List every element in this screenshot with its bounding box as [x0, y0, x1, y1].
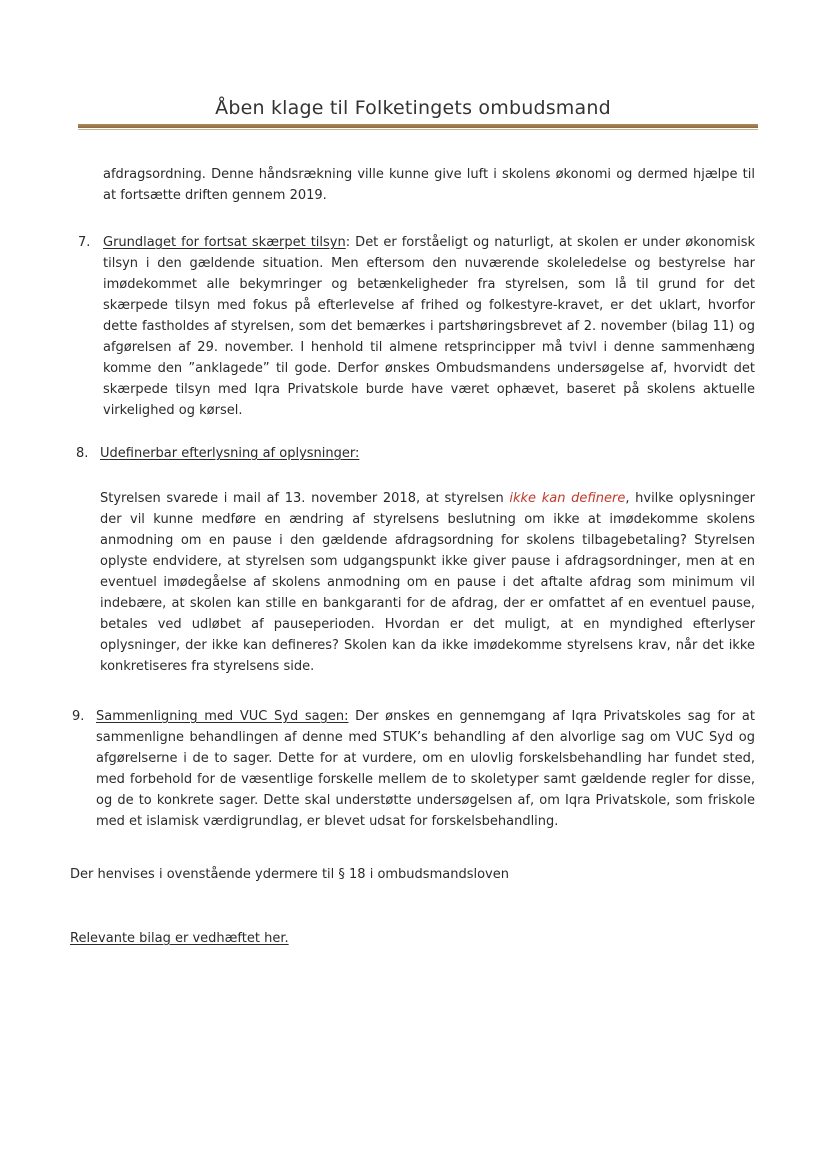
header-rule-thin: [78, 129, 758, 130]
reference-line: Der henvises i ovenstående ydermere til § 18 i ombudsmandsloven: [70, 867, 509, 882]
attachments-note: [70, 928, 750, 949]
item-8-number: 8.: [76, 446, 89, 461]
item-8-paragraph: [100, 488, 755, 677]
item-8-highlight: ikke kan definere: [509, 491, 626, 506]
continuation-paragraph: [103, 164, 755, 206]
header-rule: [78, 124, 758, 128]
item-9-paragraph: [96, 706, 755, 832]
item-8-heading: Udefinerbar efterlysning af oplysninger:: [100, 446, 360, 461]
item-8-body-before: Styrelsen svarede i mail af 13. november 2018, at styrelsen: [100, 491, 510, 506]
item-7-heading: Grundlaget for fortsat skærpet tilsyn: [103, 235, 346, 250]
item-8-body-after: , hvilke oplysninger der vil kunne medføre en ændring af styrelsens beslutning om ikke at imødekomme skolens anmodning om en pause i den gældende afdragsordning for skolens tilbagebetaling? Styrelsen oplyste endvidere, at styrelsen som udgangspunkt ikke giver pause i afdragsordninger, men at en eventuel imødegåelse af skolens anmodning om en pause i det aftalte afdrag som minimum vil indebære, at skolen kan stille en bankgaranti for de afdrag, der er omfattet af en eventuel pause, betales ved udløbet af pauseperioden. Hvordan er det muligt, at en myndighed efterlyser oplysninger, der ikke kan defineres? Skolen kan da ikke imødekomme styrelsens krav, når det ikke konkretiseres fra styrelsens side.: [100, 491, 755, 674]
continuation-text: afdragsordning. Denne håndsrækning ville kunne give luft i skolens økonomi og dermed hjælpe til at fortsætte driften gennem 2019.: [103, 167, 755, 203]
item-7-number: 7.: [78, 235, 91, 250]
item-8-heading-line: [100, 443, 755, 464]
item-7-body: : Det er forståeligt og naturligt, at skolen er under økonomisk tilsyn i den gældende situation. Men eftersom den nuværende skoleledelse og bestyrelse har imødekommet alle bekymringer og betænkeligheder fra styrelsen, som lå til grund for det skærpede tilsyn med fokus på efterlevelse af frihed og folkestyre-kravet, er det uklart, hvorfor dette fastholdes af styrelsen, som det bemærkes i partshøringsbrevet af 2. november (bilag 11) og afgørelsen af 29. november. I henhold til almene retsprincipper må tvivl i denne sammenhæng komme den ”anklagede” til gode. Derfor ønskes Ombudsmandens undersøgelse af, hvorvidt det skærpede tilsyn med Iqra Privatskole burde have været ophævet, baseret på skolens aktuelle virkelighed og kørsel.: [103, 235, 756, 418]
item-9-body: Der ønskes en gennemgang af Iqra Privatskoles sag for at sammenligne behandlingen af denne med STUK’s behandling af den alvorlige sag om VUC Syd og afgørelserne i de to sager. Dette for at vurdere, om en ulovlig forskelsbehandling har fundet sted, med forbehold for de væsentlige forskelle mellem de to skoletyper samt gældende regler for disse, og de to konkrete sager. Dette skal understøtte undersøgelsen af, om Iqra Privatskole, som friskole med et islamisk værdigrundlag, er blevet udsat for forskelsbehandling.: [96, 709, 755, 829]
item-9-heading: Sammenligning med VUC Syd sagen:: [96, 709, 349, 724]
attachments-text: Relevante bilag er vedhæftet her.: [70, 931, 289, 946]
item-7-paragraph: [103, 232, 755, 421]
item-9-number: 9.: [72, 709, 85, 724]
document-header-title: Åben klage til Folketingets ombudsmand: [215, 97, 611, 119]
